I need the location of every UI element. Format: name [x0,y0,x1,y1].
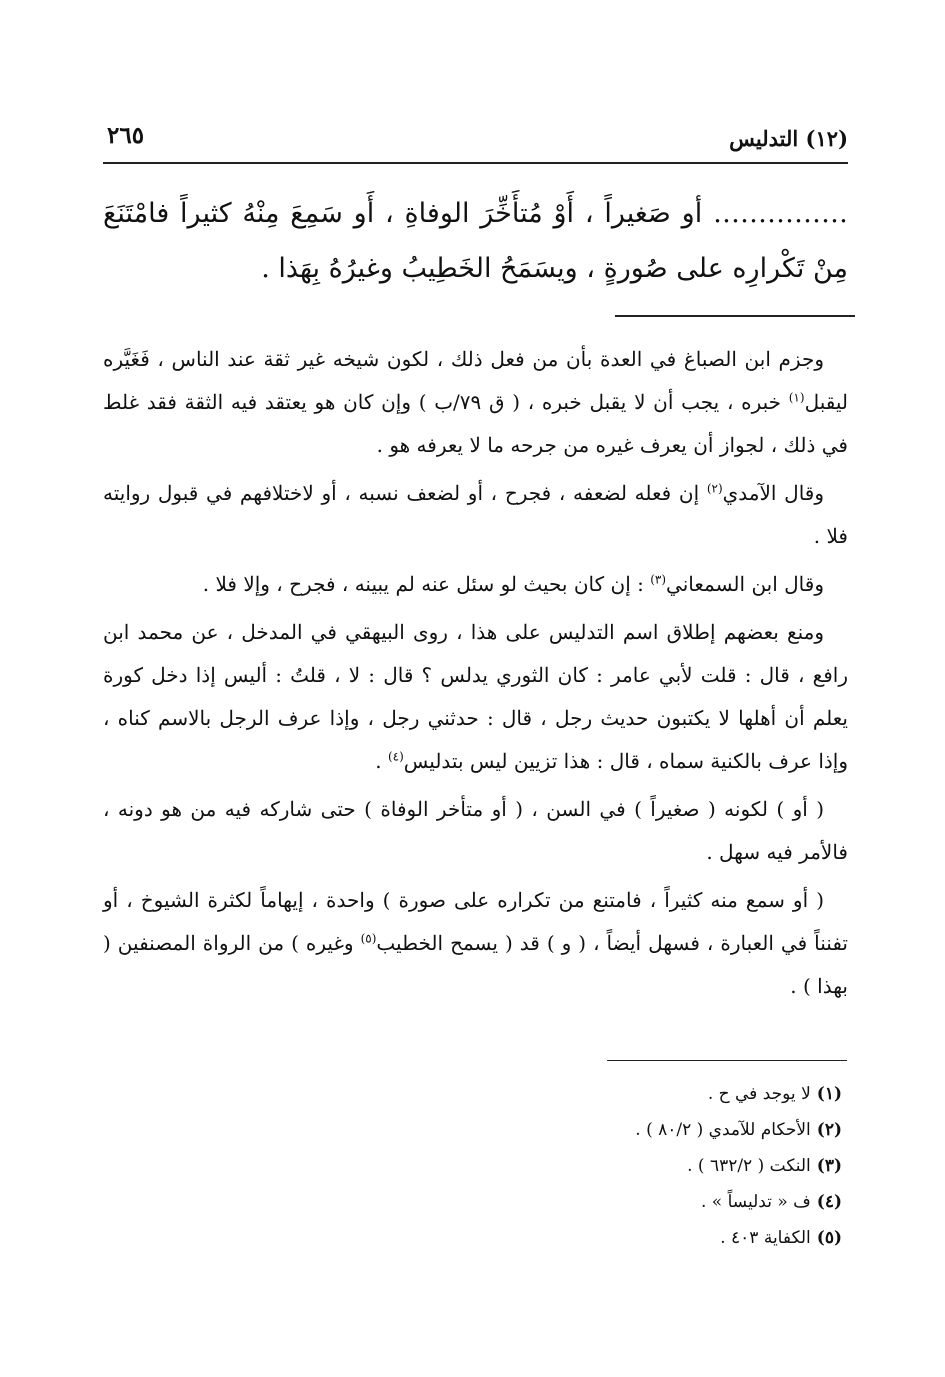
paragraph-text: خبره ، يجب أن لا يقبل خبره ، ( ق ٧٩/ب ) وإن كان هو يعتقد فيه الثقة فقد غلط في ذلك ، لجواز أن يعرف غيره من جرحه ما لا يعرفه هو . [103,390,848,457]
footnote-text: النكت ( ٦٣٢/٢ ) . [687,1156,811,1176]
footnotes [422,1076,842,1256]
footnote [422,1220,842,1256]
footnote-text: ف « تدليساً » . [701,1192,811,1212]
footnote-number: (١) [816,1084,842,1104]
footnote-ref: (١) [788,390,805,405]
footnote-ref: (٥) [360,931,377,946]
paragraph-text: وجزم ابن الصباغ في العدة بأن من فعل ذلك ، لكون شيخه غير ثقة عند الناس ، فَغَيَّره ليقبل [103,347,848,414]
paragraph-text: وغيره ) من الرواة المصنفين ( بهذا ) . [103,931,848,998]
footnote-ref: (٣) [650,572,667,587]
footnote-number: (٢) [816,1120,842,1140]
main-text: …………… أو صَغيراً ، أَوْ مُتأَخِّرَ الوفاةِ ، أَو سَمِعَ مِنْهُ كثيراً فامْتَنَعَ مِنْ تَكْرارِه على صُورةٍ ، ويسَمَحُ الخَطِيبُ وغيرُهُ بِهَذا . [103,198,848,284]
paragraph-text: وقال ابن السمعاني [666,572,824,596]
paragraph-text: ( أو سمع منه كثيراً ، فامتنع من تكراره على صورة ) واحدة ، إيهاماً لكثرة الشيوخ ، أو تفنناً في العبارة ، فسهل أيضاً ، ( و ) قد ( يسمح الخطيب [103,888,848,955]
page-number: ٢٦٥ [107,122,145,149]
paragraph-text: وقال الآمدي [722,481,825,505]
footnote-number: (٤) [816,1192,842,1212]
running-header [103,118,848,164]
paragraph-text: . [375,749,388,773]
paragraph-text: إن فعله لضعفه ، فجرح ، أو لضعف نسبه ، أو لاختلافهم في قبول روايته فلا . [103,481,848,548]
chapter-title: (١٢) التدليس [729,126,848,151]
footnote [422,1076,842,1112]
commentary-paragraph [103,563,848,606]
footnote-ref: (٢) [706,481,723,496]
footnote-number: (٥) [816,1228,842,1248]
paragraph-text: ومنع بعضهم إطلاق اسم التدليس على هذا ، روى البيهقي في المدخل ، عن محمد ابن رافع ، قال : قلت لأبي عامر : كان الثوري يدلس ؟ قال : لا ، قلتُ : أليس إذا دخل كورة يعلم أن أهلها لا يكتبون حديث رجل ، قال : حدثني رجل ، وإذا عرف الرجل بالاسم كناه ، وإذا عرف بالكنية سماه ، قال : هذا تزيين ليس بتدليس [103,620,848,773]
commentary-paragraph [103,611,848,783]
footnote-ref: (٤) [387,749,404,764]
commentary-paragraph [103,472,848,558]
footnote-number: (٣) [816,1156,842,1176]
footnote-text: لا يوجد في ح . [707,1084,811,1104]
main-text-divider [615,315,855,317]
footnote-text: الكفاية ٤٠٣ . [720,1228,811,1248]
footnote [422,1112,842,1148]
commentary-paragraph [103,879,848,1008]
paragraph-text: ( أو ) لكونه ( صغيراً ) في السن ، ( أو متأخر الوفاة ) حتى شاركه فيه من هو دونه ، فالأمر فيه سهل . [103,797,848,864]
commentary [103,338,848,1013]
footnote [422,1184,842,1220]
paragraph-text: : إن كان بحيث لو سئل عنه لم يبينه ، فجرح ، وإلا فلا . [202,572,651,596]
commentary-paragraph [103,788,848,874]
footnote-divider [607,1060,847,1061]
commentary-paragraph [103,338,848,467]
footnote-text: الأحكام للآمدي ( ٨٠/٢ ) . [635,1120,811,1140]
footnote [422,1148,842,1184]
